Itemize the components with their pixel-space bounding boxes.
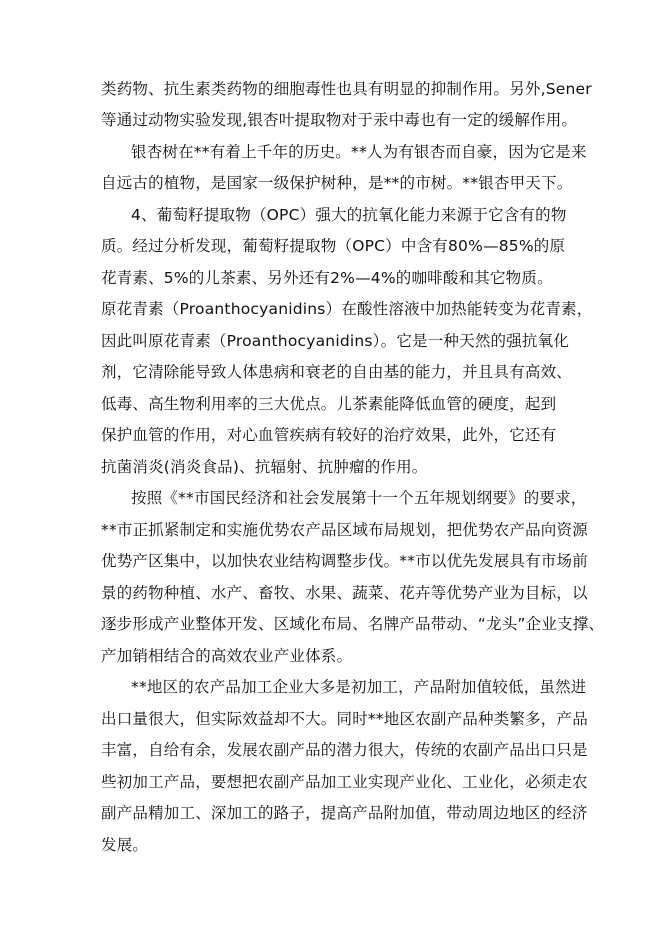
text-line: 4、葡萄籽提取物（OPC）强大的抗氧化能力来源于它含有的物 bbox=[131, 206, 567, 224]
text-line: 花青素、5%的儿茶素、另外还有2%—4%的咖啡酸和其它物质。 bbox=[101, 269, 553, 287]
text-line: 发展。 bbox=[101, 836, 149, 854]
text-line: 原花青素（Proanthocyanidins）在酸性溶液中加热能转变为花青素， bbox=[101, 300, 593, 318]
text-line: 副产品精加工、深加工的路子，提高产品附加值，带动周边地区的经济 bbox=[101, 804, 588, 822]
text-line: 抗菌消炎(消炎食品)、抗辐射、抗肿瘤的作用。 bbox=[101, 458, 428, 476]
text-line: 出口量很大，但实际效益却不大。同时**地区农副产品种类繁多，产品 bbox=[101, 710, 588, 728]
text-line: 等通过动物实验发现,银杏叶提取物对于汞中毒也有一定的缓解作用。 bbox=[101, 111, 578, 129]
text-line: 自远古的植物，是国家一级保护树种，是**的市树。**银杏甲天下。 bbox=[101, 174, 573, 192]
text-line: 因此叫原花青素（Proanthocyanidins）。它是一种天然的强抗氧化 bbox=[101, 332, 570, 350]
text-line: **市正抓紧制定和实施优势农产品区域布局规划，把优势农产品向资源 bbox=[101, 521, 588, 539]
text-line: 保护血管的作用，对心血管疾病有较好的治疗效果，此外，它还有 bbox=[101, 426, 557, 444]
text-line: 按照《**市国民经济和社会发展第十一个五年规划纲要》的要求， bbox=[131, 489, 587, 507]
text-line: 类药物、抗生素类药物的细胞毒性也具有明显的抑制作用。另外,Sener bbox=[101, 80, 592, 98]
text-line: 产加销相结合的高效农业产业体系。 bbox=[101, 647, 353, 665]
text-line: 些初加工产品，要想把农副产品加工业实现产业化、工业化，必须走农 bbox=[101, 773, 588, 791]
text-line: 优势产区集中，以加快农业结构调整步伐。**市以优先发展具有市场前 bbox=[101, 552, 588, 570]
text-line: 低毒、高生物利用率的三大优点。儿茶素能降低血管的硬度，起到 bbox=[101, 395, 557, 413]
text-line: 银杏树在**有着上千年的历史。**人为有银杏而自豪，因为它是来 bbox=[131, 143, 587, 161]
text-line: 质。经过分析发现，葡萄籽提取物（OPC）中含有80%—85%的原 bbox=[101, 237, 566, 255]
text-line: 逐步形成产业整体开发、区域化布局、名牌产品带动、“龙头”企业支撑、 bbox=[101, 615, 605, 633]
text-line: 景的药物种植、水产、畜牧、水果、蔬菜、花卉等优势产业为目标，以 bbox=[101, 584, 588, 602]
text-line: **地区的农产品加工企业大多是初加工，产品附加值较低，虽然进 bbox=[131, 678, 587, 696]
text-line: 丰富，自给有余，发展农副产品的潜力很大，传统的农副产品出口只是 bbox=[101, 741, 588, 759]
text-line: 剂，它清除能导致人体患病和衰老的自由基的能力，并且具有高效、 bbox=[101, 363, 573, 381]
